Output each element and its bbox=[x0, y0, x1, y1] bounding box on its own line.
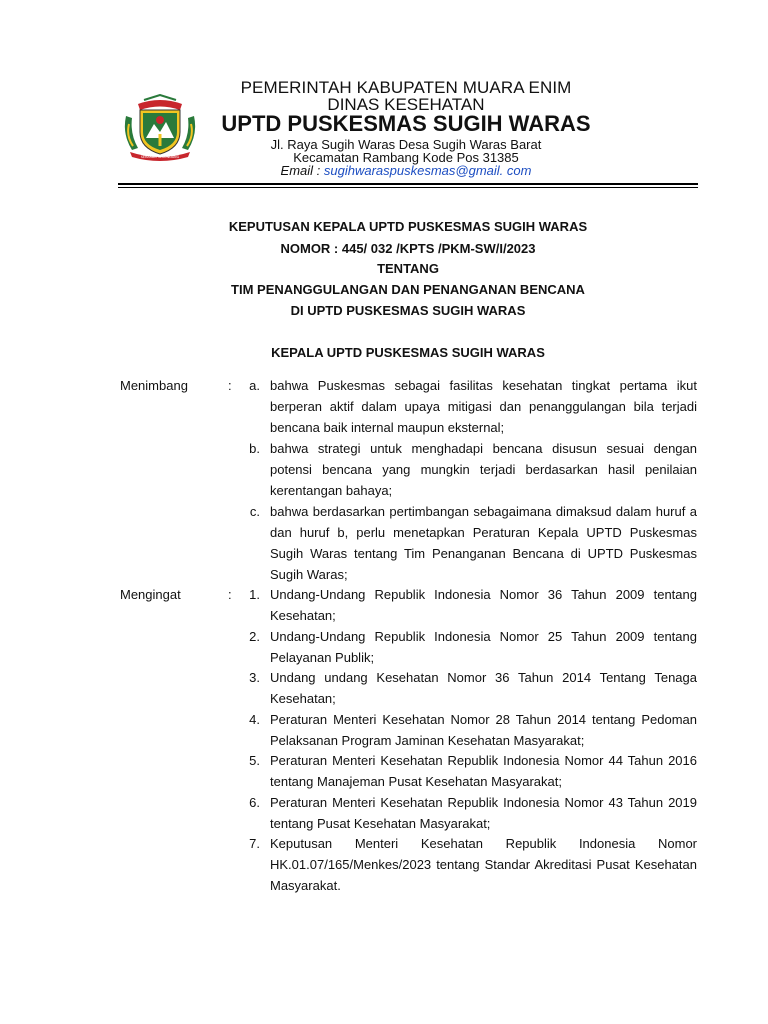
list-marker: a. bbox=[249, 378, 260, 393]
decree-issuer: KEPALA UPTD PUSKESMAS SUGIH WARAS bbox=[271, 345, 545, 360]
decree-number: NOMOR : 445/ 032 /KPTS /PKM-SW/I/2023 bbox=[280, 241, 536, 256]
list-marker: 4. bbox=[249, 712, 260, 727]
list-item-text: Peraturan Menteri Kesehatan Nomor 28 Tahun 2014 tentang Pedoman Pelaksanan Program Jaminan Kesehatan Masyarakat; bbox=[270, 712, 697, 748]
list-marker: b. bbox=[249, 441, 260, 456]
svg-text:SERASAN SEKUNDANG: SERASAN SEKUNDANG bbox=[140, 155, 180, 159]
decree-subject-line2: DI UPTD PUSKESMAS SUGIH WARAS bbox=[290, 303, 526, 318]
letterhead-email bbox=[206, 163, 606, 178]
list-marker: c. bbox=[249, 504, 260, 519]
section-colon: : bbox=[228, 378, 232, 393]
letterhead-agency: DINAS KESEHATAN bbox=[327, 95, 485, 114]
list-item-text: Peraturan Menteri Kesehatan Republik Indonesia Nomor 44 Tahun 2016 tentang Manajeman Pusat Kesehatan Masyarakat; bbox=[270, 753, 697, 789]
list-marker: 7. bbox=[249, 836, 260, 851]
decree-about-label: TENTANG bbox=[377, 261, 439, 276]
list-item-text: bahwa strategi untuk menghadapi bencana disusun sesuai dengan potensi bencana yang mungkin terjadi berdasarkan hasil penilaian kerentangan bahaya; bbox=[270, 441, 697, 498]
list-item-text: Peraturan Menteri Kesehatan Republik Indonesia Nomor 43 Tahun 2019 tentang Pusat Kesehatan Masyarakat; bbox=[270, 795, 697, 831]
section-label-mengingat: Mengingat bbox=[120, 587, 181, 602]
decree-title: KEPUTUSAN KEPALA UPTD PUSKESMAS SUGIH WARAS bbox=[228, 219, 588, 234]
section-colon: : bbox=[228, 587, 232, 602]
list-item-text: Keputusan Menteri Kesehatan Republik Indonesia Nomor HK.01.07/165/Menkes/2023 tentang Standar Akreditasi Pusat Kesehatan Masyarakat. bbox=[270, 836, 697, 893]
list-marker: 6. bbox=[249, 795, 260, 810]
list-item-text: bahwa berdasarkan pertimbangan sebagaimana dimaksud dalam huruf a dan huruf b, perlu menetapkan Peraturan Kepala UPTD Puskesmas Sugih Waras tentang Tim Penanganan Bencana di UPTD Puskesmas Sugih Waras; bbox=[270, 504, 697, 582]
letterhead-address-line2: Kecamatan Rambang Kode Pos 31385 bbox=[293, 150, 519, 165]
decree-subject-line1: TIM PENANGGULANGAN DAN PENANGANAN BENCANA bbox=[231, 282, 585, 297]
list-item-text: bahwa Puskesmas sebagai fasilitas kesehatan tingkat pertama ikut berperan aktif dalam upaya mitigasi dan penanggulangan bila terjadi bencana baik internal maupun eksternal; bbox=[270, 378, 697, 435]
list-item-text: Undang undang Kesehatan Nomor 36 Tahun 2014 Tentang Tenaga Kesehatan; bbox=[270, 670, 697, 706]
letterhead-address-line1: Jl. Raya Sugih Waras Desa Sugih Waras Barat bbox=[270, 137, 542, 152]
email-label: Email : bbox=[280, 163, 324, 178]
muara-enim-regency-emblem-icon bbox=[120, 94, 200, 162]
email-link[interactable]: sugihwaraspuskesmas@gmail. com bbox=[323, 163, 532, 178]
list-marker: 5. bbox=[249, 753, 260, 768]
letterhead-institution: UPTD PUSKESMAS SUGIH WARAS bbox=[221, 111, 591, 136]
list-marker: 2. bbox=[249, 629, 260, 644]
list-marker: 3. bbox=[249, 670, 260, 685]
list-marker: 1. bbox=[249, 587, 260, 602]
list-item-text: Undang-Undang Republik Indonesia Nomor 36 Tahun 2009 tentang Kesehatan; bbox=[270, 587, 697, 623]
letterhead-divider-thick bbox=[118, 183, 698, 185]
letterhead-divider-thin bbox=[118, 187, 698, 188]
section-label-menimbang: Menimbang bbox=[120, 378, 188, 393]
letterhead-government: PEMERINTAH KABUPATEN MUARA ENIM bbox=[240, 78, 572, 97]
list-item-text: Undang-Undang Republik Indonesia Nomor 25 Tahun 2009 tentang Pelayanan Publik; bbox=[270, 629, 697, 665]
